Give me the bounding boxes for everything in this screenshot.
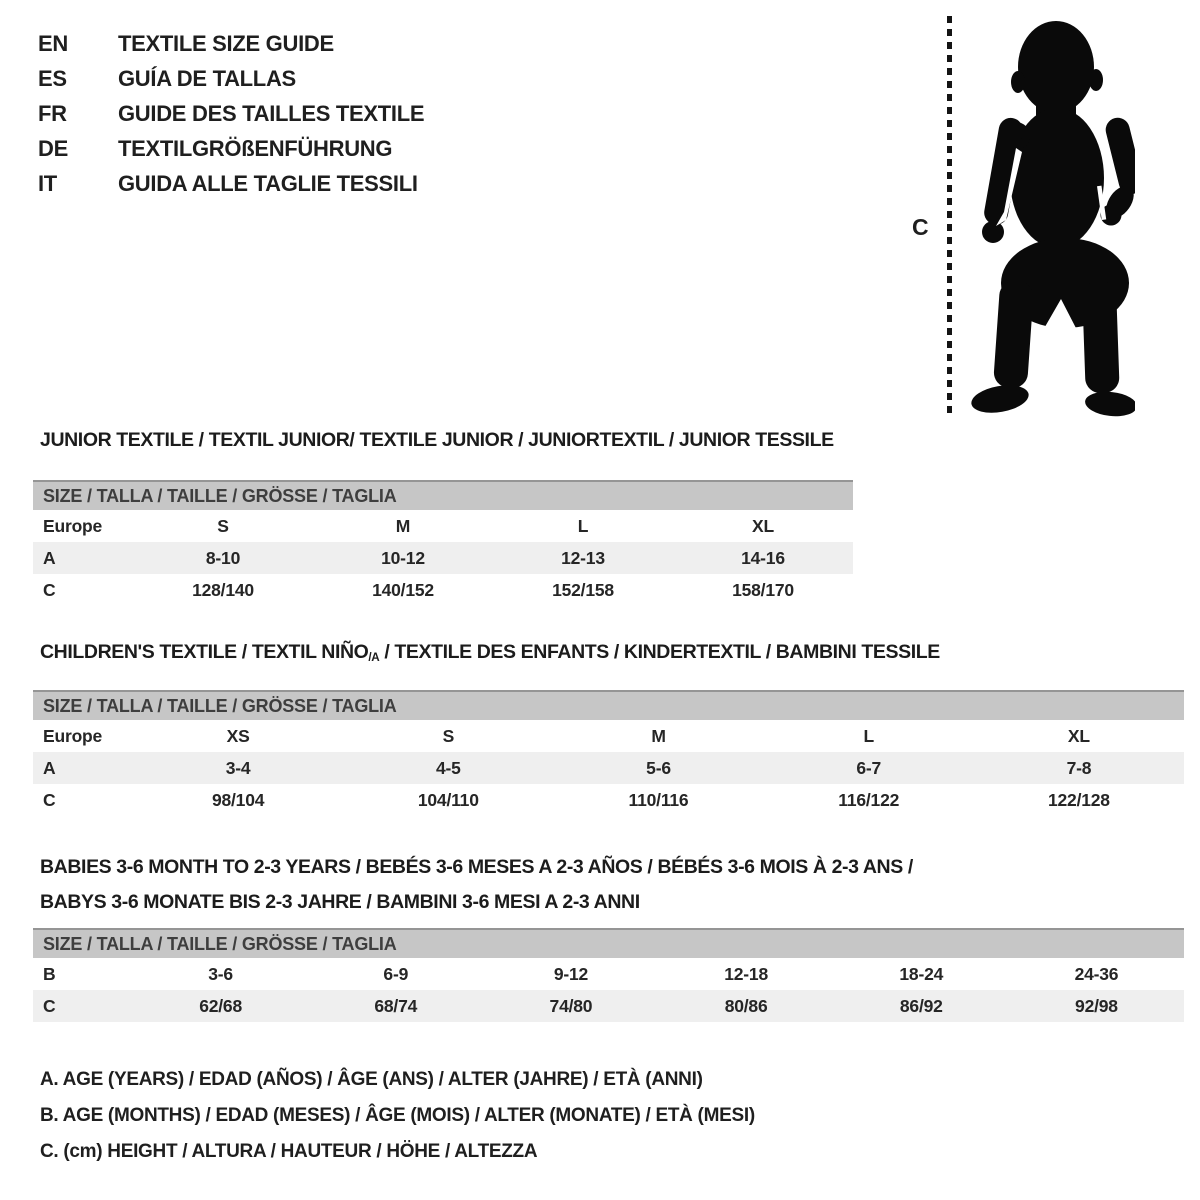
age-cell: 4-5 — [435, 757, 461, 778]
age-cell: 6-9 — [383, 963, 409, 984]
age-cell: 14-16 — [741, 547, 785, 568]
age-cell: 12-18 — [724, 963, 768, 984]
age-cell: 18-24 — [899, 963, 944, 984]
height-cell: 104/110 — [417, 789, 479, 810]
language-row — [38, 166, 424, 201]
table-row — [33, 784, 1184, 816]
babies-title-line2: BABYS 3-6 MONATE BIS 2-3 JAHRE / BAMBINI 3-6 MESI A 2-3 ANNI — [40, 891, 640, 913]
table-row — [33, 574, 853, 606]
language-title: TEXTILGRÖßENFÜHRUNG — [118, 135, 393, 161]
age-cell: 3-6 — [208, 963, 233, 984]
size-cell: XL — [752, 515, 774, 536]
size-table-header: SIZE / TALLA / TAILLE / GRÖSSE / TAGLIA — [33, 480, 853, 510]
row-label: Europe — [43, 725, 103, 746]
table-row — [33, 542, 853, 574]
language-code: EN — [38, 30, 68, 56]
toddler-silhouette-icon — [970, 18, 1135, 418]
age-cell: 5-6 — [646, 757, 671, 778]
height-cell: 110/116 — [628, 789, 689, 810]
row-label: B — [43, 963, 56, 984]
table-row — [33, 990, 1184, 1022]
children-title-pre: CHILDREN'S TEXTILE / TEXTIL NIÑO — [40, 641, 369, 663]
height-cell: 80/86 — [724, 995, 768, 1016]
age-cell: 6-7 — [856, 757, 882, 778]
size-cell: S — [217, 515, 229, 536]
table-row — [33, 752, 1184, 784]
language-code: ES — [38, 65, 67, 91]
language-row — [38, 26, 424, 61]
legend-age-months: B. AGE (MONTHS) / EDAD (MESES) / ÂGE (MOIS) / ALTER (MONATE) / ETÀ (MESI) — [40, 1105, 755, 1126]
age-cell: 9-12 — [553, 963, 589, 984]
size-cell: XL — [1067, 725, 1090, 746]
junior-size-table — [33, 480, 853, 606]
babies-title-line1: BABIES 3-6 MONTH TO 2-3 YEARS / BEBÉS 3-6 MESES A 2-3 AÑOS / BÉBÉS 3-6 MOIS À 2-3 ANS / — [40, 856, 913, 878]
height-cell: 116/122 — [838, 789, 900, 810]
age-cell: 8-10 — [205, 547, 241, 568]
language-title-list — [38, 26, 424, 201]
language-title: TEXTILE SIZE GUIDE — [118, 30, 334, 56]
table-row — [33, 958, 1184, 990]
size-cell: L — [577, 515, 589, 536]
height-cell: 158/170 — [732, 579, 794, 600]
height-cell: 74/80 — [549, 995, 593, 1016]
children-section-title — [40, 641, 940, 664]
measurement-legend — [40, 1062, 755, 1170]
junior-section-title: JUNIOR TEXTILE / TEXTIL JUNIOR/ TEXTILE JUNIOR / JUNIORTEXTIL / JUNIOR TESSILE — [40, 429, 834, 451]
language-title: GUÍA DE TALLAS — [118, 65, 296, 91]
height-measure-dashed-line — [947, 16, 952, 418]
age-cell: 10-12 — [381, 547, 425, 568]
age-cell: 7-8 — [1066, 757, 1092, 778]
language-code: IT — [38, 170, 57, 196]
size-cell: M — [651, 725, 666, 746]
size-cell: XS — [226, 725, 250, 746]
row-label: C — [43, 995, 56, 1016]
row-label: Europe — [43, 515, 103, 536]
language-code: DE — [38, 135, 68, 161]
height-cell: 140/152 — [372, 579, 434, 600]
height-cell: 68/74 — [374, 995, 418, 1016]
children-title-subscript: /A — [368, 650, 380, 664]
height-cell: 152/158 — [552, 579, 614, 600]
age-cell: 3-4 — [225, 757, 251, 778]
age-cell: 24-36 — [1074, 963, 1119, 984]
children-title-post: / TEXTILE DES ENFANTS / KINDERTEXTIL / BAMBINI TESSILE — [379, 641, 940, 663]
size-table-header: SIZE / TALLA / TAILLE / GRÖSSE / TAGLIA — [33, 690, 1184, 720]
row-label: A — [43, 547, 56, 568]
height-measure-label: C — [912, 214, 929, 240]
height-cell: 128/140 — [192, 579, 254, 600]
table-row — [33, 720, 1184, 752]
legend-age-years: A. AGE (YEARS) / EDAD (AÑOS) / ÂGE (ANS) / ALTER (JAHRE) / ETÀ (ANNI) — [40, 1069, 703, 1090]
language-row — [38, 131, 424, 166]
babies-size-table — [33, 928, 1184, 1022]
size-cell: L — [863, 725, 874, 746]
height-cell: 86/92 — [899, 995, 943, 1016]
height-cell: 92/98 — [1075, 995, 1118, 1016]
legend-height-cm: C. (cm) HEIGHT / ALTURA / HAUTEUR / HÖHE / ALTEZZA — [40, 1141, 538, 1162]
size-cell: S — [442, 725, 455, 746]
language-code: FR — [38, 100, 67, 126]
height-cell: 98/104 — [211, 789, 265, 810]
size-table-header: SIZE / TALLA / TAILLE / GRÖSSE / TAGLIA — [33, 928, 1184, 958]
height-cell: 122/128 — [1047, 789, 1110, 810]
babies-section-title — [40, 850, 913, 920]
language-row — [38, 61, 424, 96]
children-size-table — [33, 690, 1184, 816]
row-label: C — [43, 789, 56, 810]
size-cell: M — [395, 515, 411, 536]
age-cell: 12-13 — [561, 547, 605, 568]
table-row — [33, 510, 853, 542]
language-title: GUIDA ALLE TAGLIE TESSILI — [118, 170, 418, 196]
row-label: C — [43, 579, 56, 600]
height-cell: 62/68 — [199, 995, 242, 1016]
row-label: A — [43, 757, 56, 778]
language-row — [38, 96, 424, 131]
language-title: GUIDE DES TAILLES TEXTILE — [118, 100, 425, 126]
